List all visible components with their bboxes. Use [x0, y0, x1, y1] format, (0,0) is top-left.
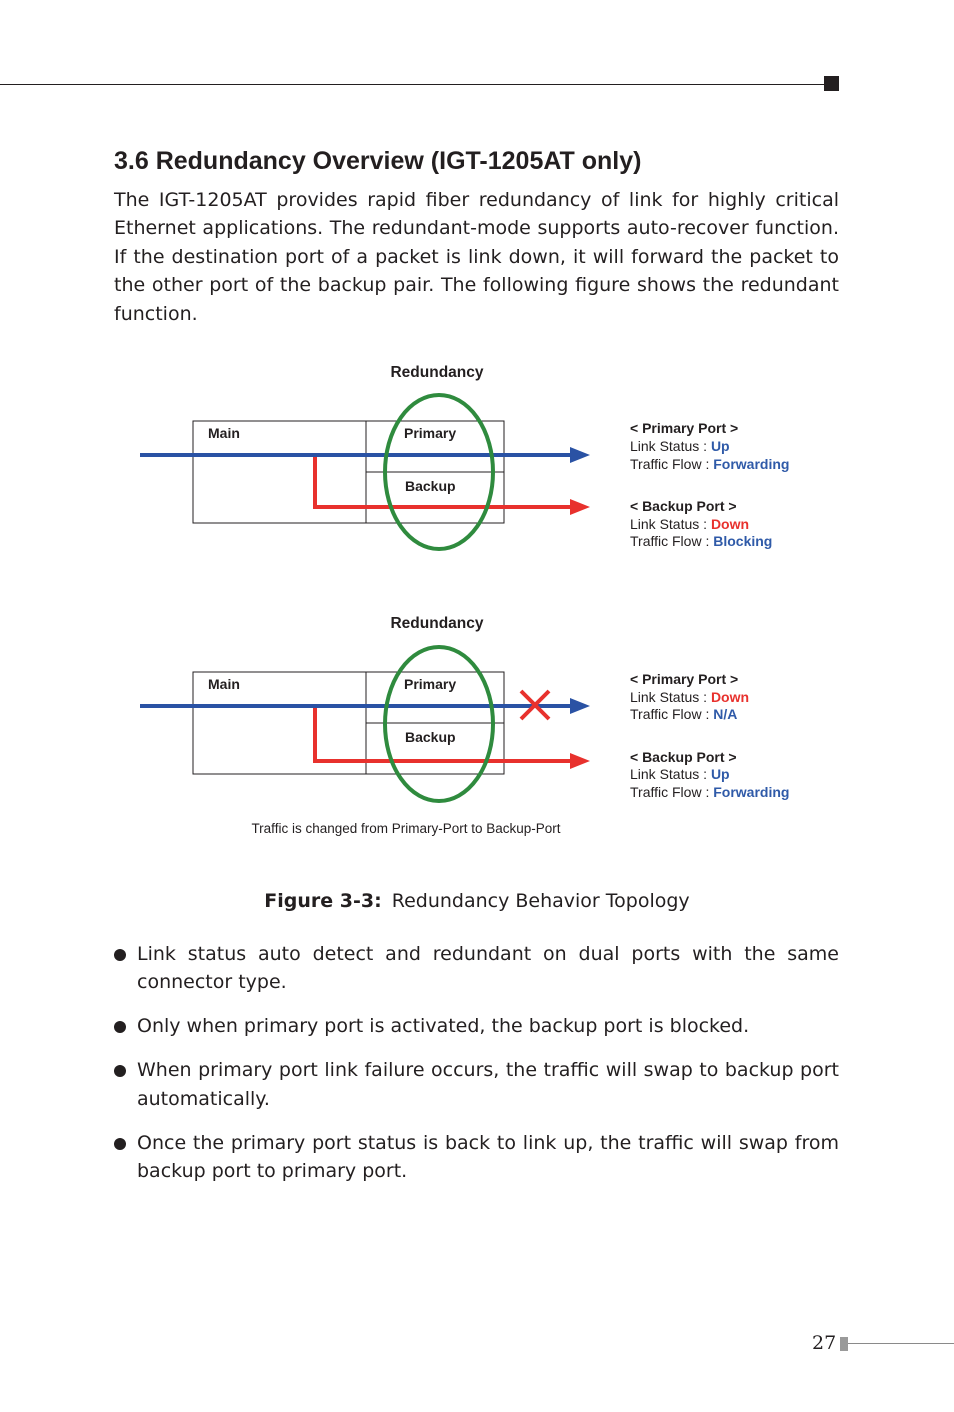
intro-paragraph: The IGT-1205AT provides rapid fiber redundancy of link for highly critical Ethernet applications. The redundant-mode supports auto-recover function. If the destination port of a packet is link down, it will forward the packet to the other port of the backup pair. The following figure shows the redundant function. — [114, 189, 839, 325]
bullet-text: Only when primary port is activated, the backup port is blocked. — [137, 1015, 750, 1038]
link-status-value: Up — [710, 766, 730, 782]
panel-2-backup-link-status — [630, 766, 730, 782]
panel-2-backup-label: Backup — [405, 729, 456, 745]
footer-marker — [840, 1337, 848, 1351]
panel-2-redundancy-ellipse — [385, 647, 493, 801]
panel-1-primary-label: Primary — [404, 425, 457, 441]
panel-1-primary-port-header: < Primary Port > — [630, 420, 739, 436]
traffic-flow-label: Traffic Flow : — [630, 533, 714, 549]
traffic-flow-label: Traffic Flow : — [630, 456, 714, 472]
traffic-flow-value: Forwarding — [713, 456, 790, 472]
panel-2-title: Redundancy — [390, 615, 484, 632]
diagram-note: Traffic is changed from Primary-Port to Backup-Port — [251, 821, 561, 836]
bullet-dot-icon — [114, 949, 126, 961]
panel-1-backup-arrowhead — [570, 499, 590, 515]
bullet-text: Once the primary port status is back to link up, the traffic will swap from backup port to primary port. — [137, 1131, 839, 1182]
panel-2-primary-link-status — [630, 689, 749, 705]
panel-1-title: Redundancy — [390, 364, 484, 381]
bullet-text: When primary port link failure occurs, the traffic will swap to backup port automatically. — [137, 1059, 839, 1110]
feature-bullet-list — [114, 940, 839, 1201]
traffic-flow-label: Traffic Flow : — [630, 706, 714, 722]
section-heading: 3.6 Redundancy Overview (IGT-1205AT only) — [114, 147, 642, 175]
link-status-label: Link Status : — [630, 689, 711, 705]
traffic-flow-value: Forwarding — [713, 784, 790, 800]
bullet-dot-icon — [114, 1065, 126, 1077]
panel-2-primary-arrowhead — [570, 698, 590, 714]
link-status-value: Down — [710, 689, 750, 705]
panel-2-main-label: Main — [208, 676, 240, 692]
panel-2-backup-arrowhead — [570, 753, 590, 769]
figure-caption-label: Figure 3-3: — [264, 890, 382, 912]
bullet-item — [114, 1129, 839, 1186]
figure-caption — [0, 890, 954, 912]
bullet-item — [114, 940, 839, 997]
panel-1-backup-port-header: < Backup Port > — [630, 498, 737, 514]
diagram-panel-2 — [140, 615, 789, 836]
panel-1-primary-traffic-flow — [630, 456, 789, 472]
panel-1-primary-link-status — [630, 438, 730, 454]
panel-1-backup-label: Backup — [405, 478, 456, 494]
bullet-dot-icon — [114, 1138, 126, 1150]
panel-1-primary-arrowhead — [570, 447, 590, 463]
traffic-flow-value: N/A — [713, 706, 738, 722]
link-status-label: Link Status : — [630, 438, 711, 454]
link-status-label: Link Status : — [630, 516, 711, 532]
panel-2-primary-traffic-flow — [630, 706, 737, 722]
bullet-text: Link status auto detect and redundant on dual ports with the same connector type. — [137, 943, 839, 994]
footer-rule — [848, 1343, 954, 1344]
traffic-flow-label: Traffic Flow : — [630, 784, 714, 800]
panel-2-primary-port-header: < Primary Port > — [630, 671, 739, 687]
figure-caption-text: Redundancy Behavior Topology — [391, 890, 690, 912]
link-status-value: Up — [710, 438, 730, 454]
panel-2-backup-traffic-flow — [630, 784, 789, 800]
panel-2-primary-label: Primary — [404, 676, 457, 692]
link-status-value: Down — [710, 516, 750, 532]
bullet-dot-icon — [114, 1021, 126, 1033]
traffic-flow-value: Blocking — [713, 533, 773, 549]
panel-1-backup-link-status — [630, 516, 749, 532]
panel-1-backup-traffic-flow — [630, 533, 772, 549]
diagram-panel-1 — [140, 364, 789, 549]
panel-1-main-label: Main — [208, 425, 240, 441]
panel-2-backup-port-header: < Backup Port > — [630, 749, 737, 765]
page-number: 27 — [812, 1332, 837, 1354]
link-status-label: Link Status : — [630, 766, 711, 782]
bullet-item — [114, 1056, 839, 1113]
bullet-item — [114, 1012, 839, 1040]
